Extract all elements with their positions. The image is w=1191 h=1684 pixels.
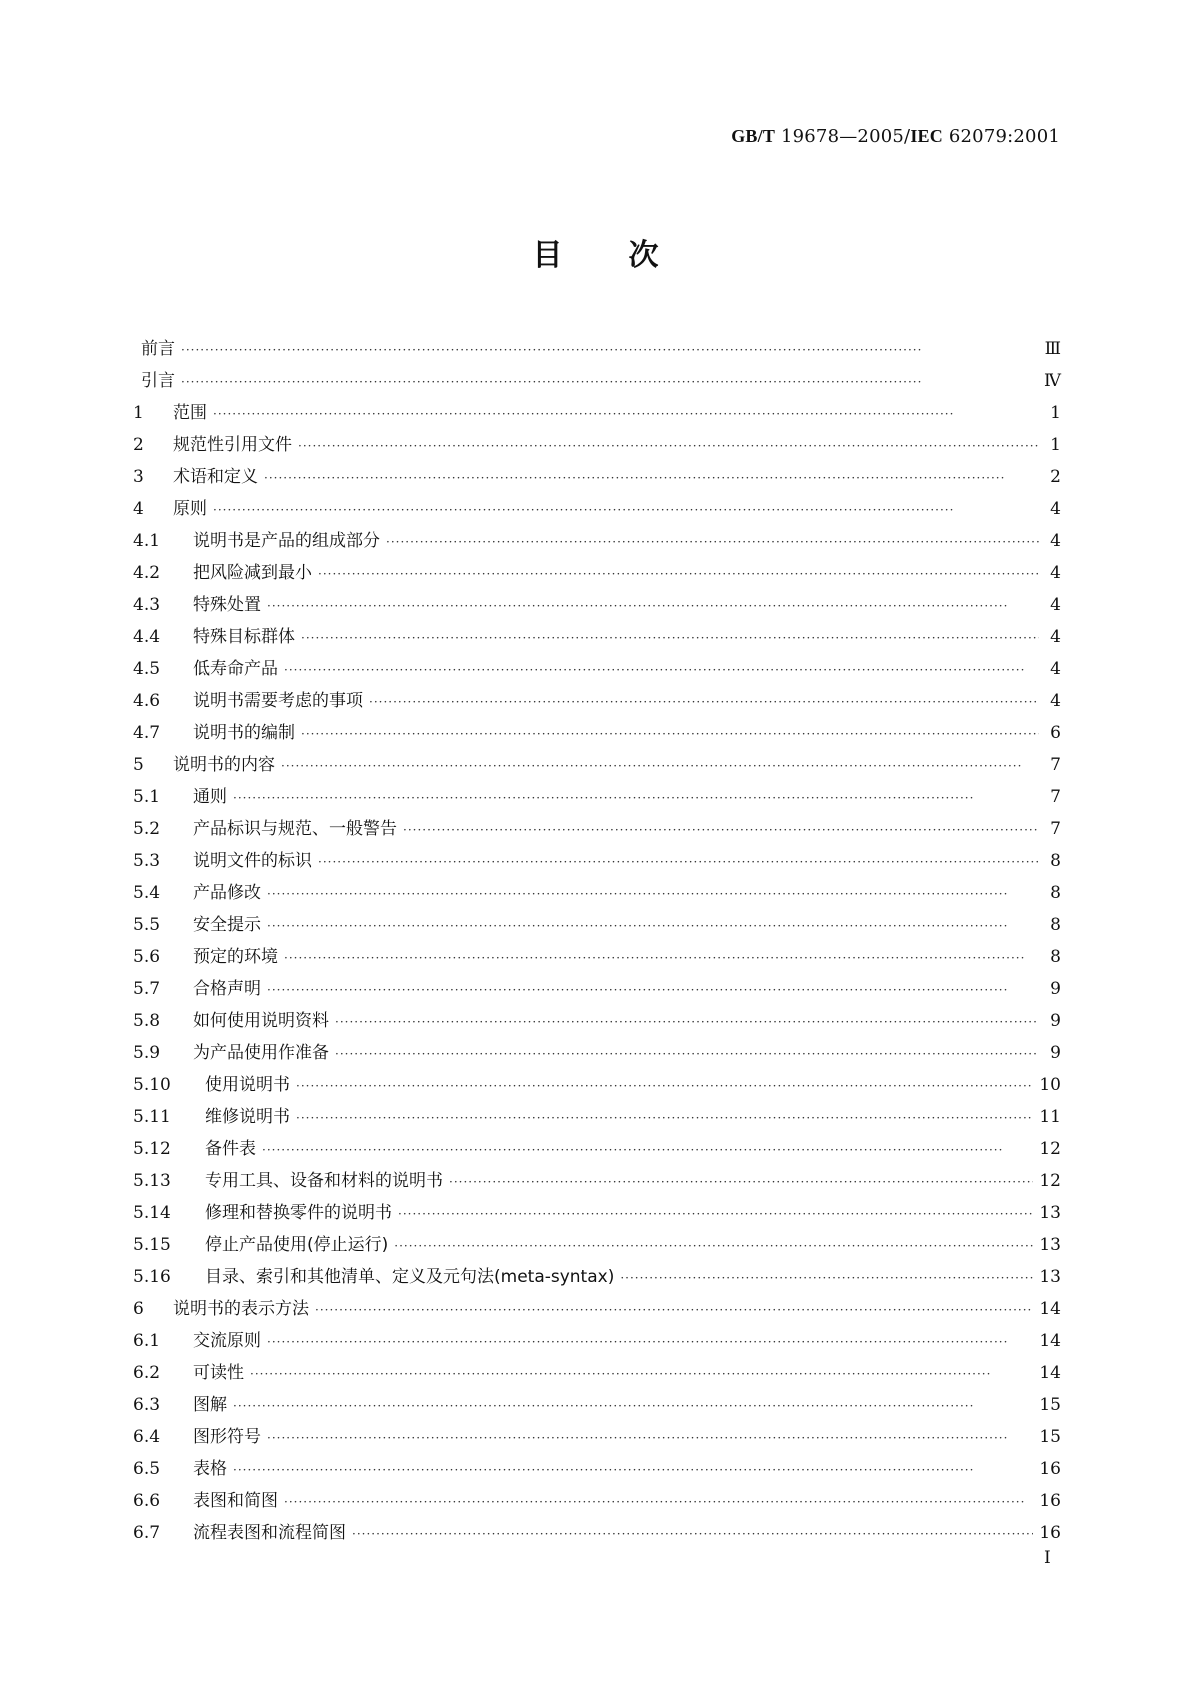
toc-entry-page: 14 <box>1039 1331 1061 1351</box>
toc-entry-label: 通则 <box>193 787 227 807</box>
toc-entry-label: 前言 <box>141 339 175 359</box>
toc-entry-page: 11 <box>1039 1107 1061 1127</box>
toc-entry-page: 9 <box>1050 1011 1061 1031</box>
toc-entry-label: 表格 <box>193 1459 227 1479</box>
toc-entry[interactable] <box>133 1422 1061 1454</box>
dot-leader <box>267 1431 1033 1445</box>
toc-entry-number: 6.2 <box>133 1363 161 1383</box>
dot-leader <box>213 407 1039 421</box>
toc-entry-page: 7 <box>1050 819 1061 839</box>
toc-entry[interactable] <box>133 846 1061 878</box>
toc-entry[interactable] <box>133 974 1061 1006</box>
dot-leader <box>296 1111 1033 1125</box>
dot-leader <box>335 1015 1039 1029</box>
toc-entry-page: 7 <box>1050 755 1061 775</box>
toc-entry-number: 6.4 <box>133 1427 161 1447</box>
toc-entry-page: 6 <box>1050 723 1061 743</box>
toc-entry-number: 6.5 <box>133 1459 161 1479</box>
toc-entry-page: 4 <box>1050 595 1061 615</box>
toc-entry[interactable] <box>133 1230 1061 1262</box>
toc-entry-label: 为产品使用作准备 <box>193 1043 329 1063</box>
dot-leader <box>284 951 1039 965</box>
toc-entry-page: 16 <box>1039 1491 1061 1511</box>
toc-entry[interactable] <box>133 1070 1061 1102</box>
toc-entry-number: 5.1 <box>133 787 161 807</box>
toc-entry[interactable] <box>133 1358 1061 1390</box>
toc-entry-label: 专用工具、设备和材料的说明书 <box>205 1171 443 1191</box>
toc-entry-number: 4 <box>133 499 144 519</box>
document-code-header <box>731 126 1060 147</box>
dot-leader <box>233 791 1039 805</box>
toc-entry[interactable] <box>133 494 1061 526</box>
toc-entry-label: 备件表 <box>205 1139 256 1159</box>
toc-entry[interactable] <box>133 718 1061 750</box>
toc-entry-page: 1 <box>1050 403 1061 423</box>
toc-entry-page: 8 <box>1050 947 1061 967</box>
toc-entry[interactable] <box>133 558 1061 590</box>
toc-entry[interactable] <box>133 1198 1061 1230</box>
dot-leader <box>386 535 1039 549</box>
toc-entry[interactable] <box>133 1326 1061 1358</box>
toc-entry[interactable] <box>133 910 1061 942</box>
toc-entry-label: 交流原则 <box>193 1331 261 1351</box>
toc-entry-label: 图解 <box>193 1395 227 1415</box>
toc-entry-label: 特殊目标群体 <box>193 627 295 647</box>
iec-number: 62079:2001 <box>942 126 1060 147</box>
toc-entry-page: 15 <box>1039 1395 1061 1415</box>
toc-entry-page: 4 <box>1050 563 1061 583</box>
toc-entry-label: 说明书的内容 <box>173 755 275 775</box>
toc-entry[interactable] <box>133 1454 1061 1486</box>
dot-leader <box>281 759 1039 773</box>
dot-leader <box>181 375 1038 389</box>
toc-entry-label: 可读性 <box>193 1363 244 1383</box>
toc-entry-label: 预定的环境 <box>193 947 278 967</box>
toc-entry-number: 5.12 <box>133 1139 171 1159</box>
toc-entry-label: 规范性引用文件 <box>173 435 292 455</box>
toc-entry-number: 5.14 <box>133 1203 171 1223</box>
toc-entry-number: 5.16 <box>133 1267 171 1287</box>
dot-leader <box>301 727 1039 741</box>
toc-entry-page: 2 <box>1050 467 1061 487</box>
toc-entry-number: 4.1 <box>133 531 161 551</box>
dot-leader <box>181 343 1039 357</box>
toc-entry-label: 说明书需要考虑的事项 <box>193 691 363 711</box>
dot-leader <box>315 1303 1033 1317</box>
toc-entry-label: 流程表图和流程简图 <box>193 1523 346 1543</box>
toc-entry-page: 12 <box>1039 1171 1061 1191</box>
toc-entry-number: 4.6 <box>133 691 161 711</box>
toc-entry-page: 7 <box>1050 787 1061 807</box>
toc-entry-page: 13 <box>1039 1203 1061 1223</box>
toc-entry[interactable] <box>133 462 1061 494</box>
dot-leader <box>262 1143 1033 1157</box>
dot-leader <box>267 887 1039 901</box>
toc-entry-number: 4.4 <box>133 627 161 647</box>
toc-entry-number: 1 <box>133 403 144 423</box>
toc-entry[interactable] <box>133 1390 1061 1422</box>
toc-entry-page: 4 <box>1050 499 1061 519</box>
dot-leader <box>250 1367 1033 1381</box>
toc-entry-label: 说明文件的标识 <box>193 851 312 871</box>
toc-entry-page: 4 <box>1050 659 1061 679</box>
toc-entry-label: 维修说明书 <box>205 1107 290 1127</box>
toc-entry[interactable] <box>133 1518 1061 1550</box>
toc-entry[interactable] <box>133 1166 1061 1198</box>
dot-leader <box>284 1495 1033 1509</box>
dot-leader <box>233 1463 1033 1477</box>
toc-entry-label: 特殊处置 <box>193 595 261 615</box>
toc-entry[interactable] <box>133 334 1061 366</box>
toc-entry-number: 5 <box>133 755 144 775</box>
toc-entry-number: 5.5 <box>133 915 161 935</box>
toc-entry-number: 5.8 <box>133 1011 161 1031</box>
standard-prefix: GB/T <box>731 126 776 146</box>
dot-leader <box>267 983 1039 997</box>
dot-leader <box>267 1335 1033 1349</box>
toc-entry-page: 9 <box>1050 1043 1061 1063</box>
toc-entry-number: 6.1 <box>133 1331 161 1351</box>
dot-leader <box>267 919 1039 933</box>
toc-entry-label: 表图和简图 <box>193 1491 278 1511</box>
toc-entry-page: 4 <box>1050 627 1061 647</box>
dot-leader <box>369 695 1039 709</box>
toc-entry-label: 产品标识与规范、一般警告 <box>193 819 397 839</box>
toc-entry-number: 6.3 <box>133 1395 161 1415</box>
toc-entry[interactable] <box>133 590 1061 622</box>
toc-entry[interactable] <box>133 1294 1061 1326</box>
toc-entry-number: 4.3 <box>133 595 161 615</box>
dot-leader <box>403 823 1039 837</box>
dot-leader <box>394 1239 1033 1253</box>
toc-entry[interactable] <box>133 1262 1061 1294</box>
iec-prefix: IEC <box>910 126 943 146</box>
toc-entry-page: 9 <box>1050 979 1061 999</box>
dot-leader <box>398 1207 1033 1221</box>
toc-entry-page: 8 <box>1050 851 1061 871</box>
toc-entry[interactable] <box>133 942 1061 974</box>
dot-leader <box>298 439 1039 453</box>
toc-entry-label: 安全提示 <box>193 915 261 935</box>
toc-entry-page: 4 <box>1050 691 1061 711</box>
toc-entry-number: 5.2 <box>133 819 161 839</box>
toc-entry-label: 修理和替换零件的说明书 <box>205 1203 392 1223</box>
dot-leader <box>318 855 1039 869</box>
toc-entry-label: 低寿命产品 <box>193 659 278 679</box>
toc-entry-page: 10 <box>1039 1075 1061 1095</box>
toc-entry-number: 6.6 <box>133 1491 161 1511</box>
toc-entry[interactable] <box>133 814 1061 846</box>
toc-entry-label: 使用说明书 <box>205 1075 290 1095</box>
toc-entry-number: 4.2 <box>133 563 161 583</box>
toc-entry-number: 5.3 <box>133 851 161 871</box>
toc-entry-page: 8 <box>1050 915 1061 935</box>
toc-entry[interactable] <box>133 1486 1061 1518</box>
toc-entry-number: 6 <box>133 1299 144 1319</box>
toc-entry[interactable] <box>133 398 1061 430</box>
title-char: 目 <box>532 238 563 273</box>
toc-entry-page: 14 <box>1039 1363 1061 1383</box>
toc-entry-number: 5.7 <box>133 979 161 999</box>
toc-entry-label: 如何使用说明资料 <box>193 1011 329 1031</box>
standard-number: 19678—2005/ <box>775 126 911 147</box>
toc-entry-page: 14 <box>1039 1299 1061 1319</box>
toc-entry[interactable] <box>133 1038 1061 1070</box>
dot-leader <box>296 1079 1033 1093</box>
toc-entry-number: 5.10 <box>133 1075 171 1095</box>
toc-entry-label: 产品修改 <box>193 883 261 903</box>
toc-entry-label: 引言 <box>141 371 175 391</box>
toc-entry[interactable] <box>133 366 1061 398</box>
toc-entry-number: 5.6 <box>133 947 161 967</box>
toc-entry[interactable] <box>133 526 1061 558</box>
dot-leader <box>352 1527 1033 1541</box>
toc-entry-page: 13 <box>1039 1267 1061 1287</box>
dot-leader <box>318 567 1039 581</box>
toc-entry-number: 4.5 <box>133 659 161 679</box>
dot-leader <box>449 1175 1033 1189</box>
toc-entry[interactable] <box>133 782 1061 814</box>
toc-entry-number: 5.4 <box>133 883 161 903</box>
toc-entry-page: 4 <box>1050 531 1061 551</box>
toc-entry[interactable] <box>133 878 1061 910</box>
toc-entry-page: 12 <box>1039 1139 1061 1159</box>
dot-leader <box>284 663 1039 677</box>
toc-entry[interactable] <box>133 654 1061 686</box>
toc-entry-page: 1 <box>1050 435 1061 455</box>
toc-entry-page: Ⅲ <box>1044 339 1061 359</box>
toc-entry-label: 范围 <box>173 403 207 423</box>
toc-entry-page: 13 <box>1039 1235 1061 1255</box>
toc-entry[interactable] <box>133 686 1061 718</box>
page-title <box>0 230 1191 274</box>
toc-entry-number: 5.15 <box>133 1235 171 1255</box>
dot-leader <box>335 1047 1039 1061</box>
toc-entry-label: 术语和定义 <box>173 467 258 487</box>
toc-entry-label: 目录、索引和其他清单、定义及元句法(meta-syntax) <box>205 1267 615 1287</box>
toc-entry-number: 6.7 <box>133 1523 161 1543</box>
dot-leader <box>264 471 1039 485</box>
toc-entry-label: 说明书的编制 <box>193 723 295 743</box>
toc-entry-number: 5.11 <box>133 1107 171 1127</box>
toc-entry-page: Ⅳ <box>1044 371 1061 391</box>
toc-entry-label: 图形符号 <box>193 1427 261 1447</box>
toc-entry-label: 停止产品使用(停止运行) <box>205 1235 389 1255</box>
toc-entry-number: 3 <box>133 467 144 487</box>
toc-entry-page: 8 <box>1050 883 1061 903</box>
dot-leader <box>233 1399 1033 1413</box>
dot-leader <box>620 1271 1033 1285</box>
toc-entry-number: 2 <box>133 435 144 455</box>
toc-entry[interactable] <box>133 1006 1061 1038</box>
table-of-contents <box>133 334 1061 1550</box>
toc-entry-label: 说明书是产品的组成部分 <box>193 531 380 551</box>
toc-entry-label: 合格声明 <box>193 979 261 999</box>
toc-entry-number: 5.9 <box>133 1043 161 1063</box>
toc-entry-label: 说明书的表示方法 <box>173 1299 309 1319</box>
toc-entry-number: 5.13 <box>133 1171 171 1191</box>
toc-entry-page: 16 <box>1039 1523 1061 1543</box>
toc-entry-page: 15 <box>1039 1427 1061 1447</box>
toc-entry[interactable] <box>133 1102 1061 1134</box>
toc-entry-label: 原则 <box>173 499 207 519</box>
toc-entry-label: 把风险减到最小 <box>193 563 312 583</box>
title-char: 次 <box>628 238 659 273</box>
dot-leader <box>301 631 1039 645</box>
toc-entry-page: 16 <box>1039 1459 1061 1479</box>
toc-entry[interactable] <box>133 750 1061 782</box>
page-number: I <box>1044 1548 1051 1568</box>
dot-leader <box>213 503 1039 517</box>
dot-leader <box>267 599 1039 613</box>
toc-entry[interactable] <box>133 622 1061 654</box>
toc-entry-number: 4.7 <box>133 723 161 743</box>
toc-entry[interactable] <box>133 1134 1061 1166</box>
toc-entry[interactable] <box>133 430 1061 462</box>
